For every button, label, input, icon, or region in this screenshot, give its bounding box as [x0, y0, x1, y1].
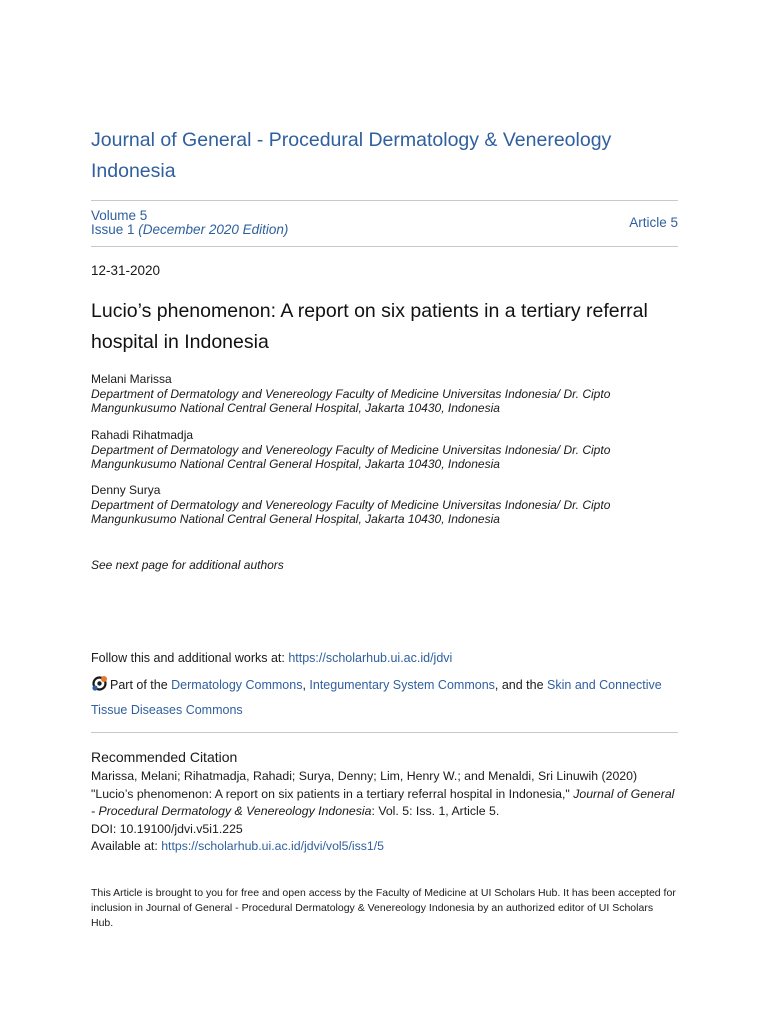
part-of-prefix: Part of the [110, 678, 172, 692]
dermatology-commons-link[interactable]: Dermatology Commons [171, 678, 303, 692]
part-of-sep: , [302, 678, 310, 692]
access-statement: This Article is brought to you for free and open access by the Faculty of Medicine at UI Scholars Hub. It has been accepted for inclusion in Journal of General - Procedural Dermatology & Venereology Indonesia by an authorized editor of UI Scholars Hub. [91, 887, 676, 929]
follow-link[interactable]: https://scholarhub.ui.ac.id/jdvi [288, 651, 453, 665]
citation-doi: DOI: 10.19100/jdvi.v5i1.225 [91, 821, 243, 836]
part-of-line [91, 674, 678, 721]
follow-text: Follow this and additional works at: [91, 651, 289, 665]
integumentary-commons-link[interactable]: Integumentary System Commons [309, 678, 495, 692]
journal-title-link[interactable]: Journal of General - Procedural Dermatology & Venereology Indonesia [91, 129, 612, 182]
skin-connective-commons-link[interactable]: Skin and Connective Tissue Diseases Commons [91, 678, 662, 717]
author-affiliation: Department of Dermatology and Venereology Faculty of Medicine Universitas Indonesia/ Dr. Cipto Mangunkusumo National Central General Hospital, Jakarta 10430, Indonesia [91, 386, 611, 415]
volume-issue [91, 209, 678, 237]
author-name: Rahadi Rihatmadja [91, 428, 194, 442]
citation-journal: Journal of General - Procedural Dermatology & Venereology Indonesia [91, 786, 675, 818]
volume-link[interactable]: Volume 5 [91, 208, 148, 223]
author-affiliation: Department of Dermatology and Venereology Faculty of Medicine Universitas Indonesia/ Dr. Cipto Mangunkusumo National Central General Hospital, Jakarta 10430, Indonesia [91, 442, 611, 471]
author-affiliation: Department of Dermatology and Venereology Faculty of Medicine Universitas Indonesia/ Dr. Cipto Mangunkusumo National Central General Hospital, Jakarta 10430, Indonesia [91, 497, 611, 526]
part-of-and: , and the [494, 678, 548, 692]
author-entry [91, 428, 678, 472]
issue-label: Issue 1 [91, 222, 135, 237]
follow-line [91, 651, 678, 665]
divider [91, 246, 678, 247]
article-title: Lucio’s phenomenon: A report on six patients in a tertiary referral hospital in Indonesia [91, 300, 648, 353]
article-number-link[interactable]: Article 5 [629, 215, 678, 230]
issue-edition: (December 2020 Edition) [138, 222, 289, 237]
author-name: Melani Marissa [91, 372, 172, 386]
divider [91, 200, 678, 201]
available-label: Available at: [91, 839, 162, 853]
citation-volume: : Vol. 5: Iss. 1, Article 5. [371, 804, 500, 818]
available-link[interactable]: https://scholarhub.ui.ac.id/jdvi/vol5/iss1/5 [161, 839, 385, 853]
citation-heading: Recommended Citation [91, 749, 238, 765]
citation-body [91, 768, 678, 856]
issue-link[interactable] [91, 223, 678, 237]
author-entry [91, 372, 678, 416]
author-entry [91, 483, 678, 527]
divider [91, 732, 678, 733]
additional-authors-note: See next page for additional authors [91, 558, 284, 572]
publication-date: 12-31-2020 [91, 263, 161, 278]
citation-authors: Marissa, Melani; Rihatmadja, Rahadi; Surya, Denny; Lim, Henry W.; and Menaldi, Sri Linuwih (2020) "Lucio’s phenomenon: A report on six patients in a tertiary referral hospital in Indonesia," [91, 769, 638, 801]
author-name: Denny Surya [91, 483, 161, 497]
network-icon [91, 675, 108, 699]
